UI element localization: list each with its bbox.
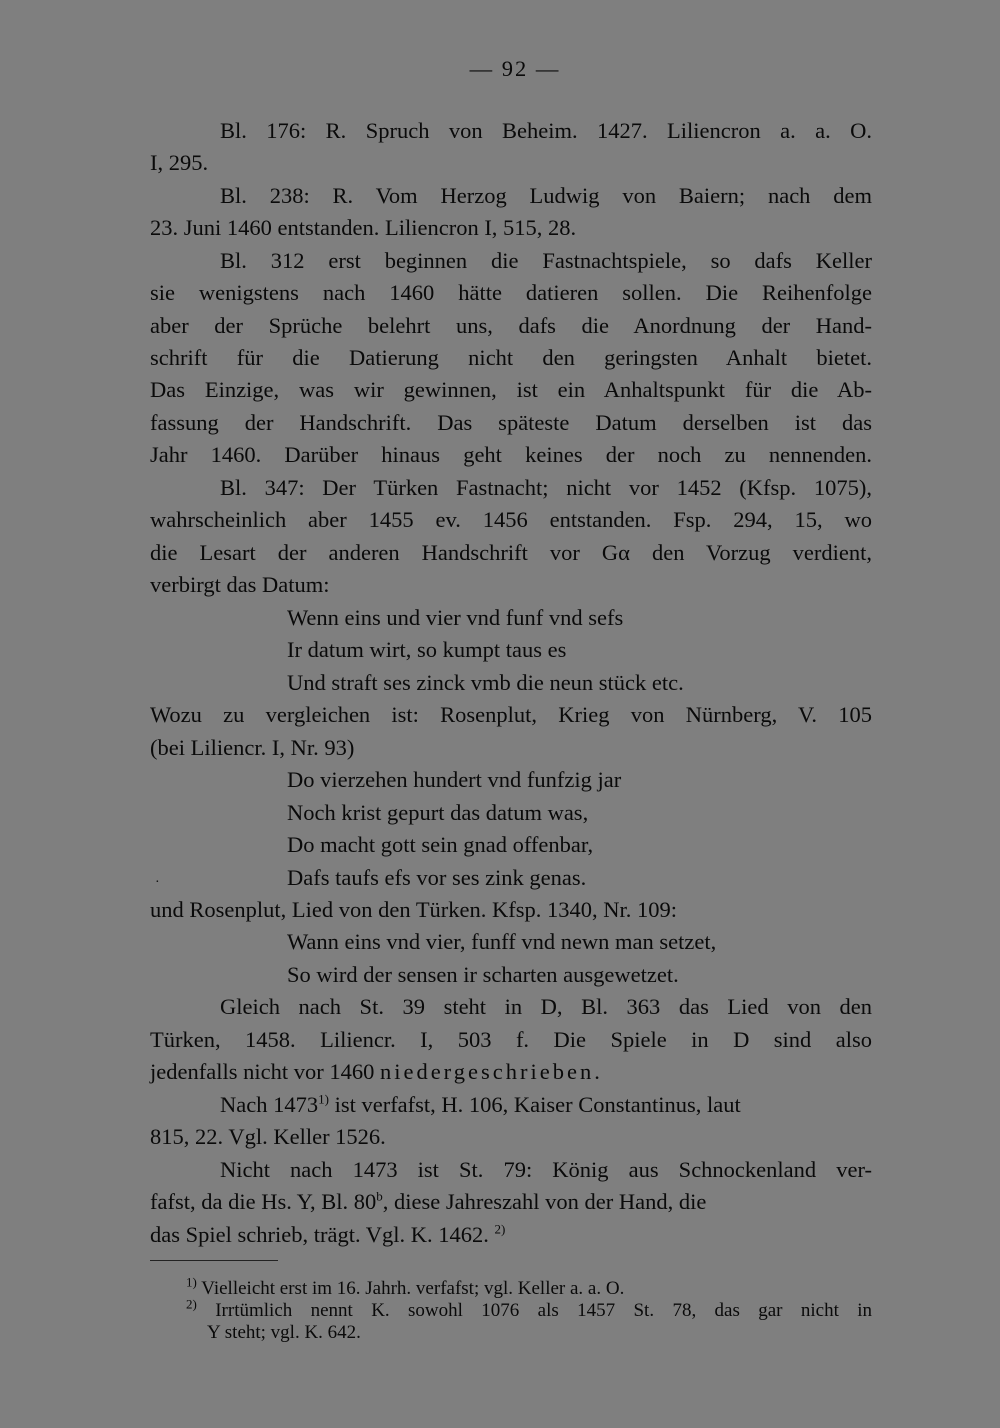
text-line [150, 1186, 872, 1218]
footnote-rule [150, 1260, 278, 1261]
text-line: 815, 22. Vgl. Keller 1526. [150, 1124, 386, 1149]
text-segment: Nach 1473 [220, 1092, 319, 1117]
text-line: Wozu zu vergleichen ist: Rosenplut, Krieg von Nürnberg, V. 105 [150, 702, 872, 727]
margin-mark: · [155, 875, 160, 890]
footnote-text: Irrtümlich nennt K. sowohl 1076 als 1457 St. 78, das gar nicht in [215, 1300, 873, 1321]
text-line: sie wenigstens nach 1460 hätte datieren sollen. Die Reihenfolge [150, 280, 872, 305]
verse-line: Dafs taufs efs vor ses zink genas. [287, 865, 587, 890]
text-line: Bl. 312 erst beginnen die Fastnachtspiele, so dafs Keller [220, 248, 872, 273]
text-line: und Rosenplut, Lied von den Türken. Kfsp. 1340, Nr. 109: [150, 897, 678, 922]
text-line [150, 1219, 872, 1251]
verse-line: Wenn eins und vier vnd funf vnd sefs [287, 605, 624, 630]
text-line: I, 295. [150, 150, 209, 175]
text-segment: , diese Jahreszahl von der Hand, die [382, 1189, 707, 1214]
text-line: Bl. 347: Der Türken Fastnacht; nicht vor 1452 (Kfsp. 1075), [220, 475, 872, 500]
page-number: — 92 — [469, 56, 561, 81]
text-line: Türken, 1458. Liliencr. I, 503 f. Die Spiele in D sind also [150, 1027, 872, 1052]
text-line: fassung der Handschrift. Das späteste Datum derselben ist das [150, 410, 872, 435]
footnote-1 [186, 1274, 625, 1300]
verse-line: Do macht gott sein gnad offenbar, [287, 832, 594, 857]
text-line: wahrscheinlich aber 1455 ev. 1456 entstanden. Fsp. 294, 15, wo [150, 507, 872, 532]
footnote-2 [186, 1296, 873, 1322]
verse-line: Und straft ses zinck vmb die neun stück etc. [287, 670, 684, 695]
verse-line: Do vierzehen hundert vnd funfzig jar [287, 767, 622, 792]
text-line [150, 1056, 872, 1088]
footnote-2-continued: Y steht; vgl. K. 642. [207, 1322, 361, 1343]
text-line: Bl. 238: R. Vom Herzog Ludwig von Baiern; nach dem [220, 183, 872, 208]
spaced-text: niedergeschrieben. [379, 1059, 603, 1084]
text-line: Jahr 1460. Darüber hinaus geht keines der noch zu nennenden. [150, 442, 872, 467]
verse-line: Noch krist gepurt das datum was, [287, 800, 589, 825]
verse-line: Ir datum wirt, so kumpt taus es [287, 637, 567, 662]
text-segment: fafst, da die Hs. Y, Bl. 80 [150, 1189, 377, 1214]
text-line: Gleich nach St. 39 steht in D, Bl. 363 das Lied von den [220, 994, 872, 1019]
footnote-mark: 2) [186, 1296, 197, 1312]
text-line: (bei Liliencr. I, Nr. 93) [150, 735, 355, 760]
footnote-text: Vielleicht erst im 16. Jahrh. verfafst; vgl. Keller a. a. O. [201, 1278, 625, 1299]
text-line: Bl. 176: R. Spruch von Beheim. 1427. Liliencron a. a. O. [220, 118, 872, 143]
text-line: die Lesart der anderen Handschrift vor Gα den Vorzug verdient, [150, 540, 872, 565]
text-segment: ist verfafst, H. 106, Kaiser Constantinus, laut [334, 1092, 741, 1117]
footnote-ref: 1) [318, 1091, 329, 1107]
text-segment: das Spiel schrieb, trägt. Vgl. K. 1462. [150, 1222, 489, 1247]
text-line: schrift für die Datierung nicht den geringsten Anhalt bietet. [150, 345, 872, 370]
text-line [220, 1089, 872, 1121]
text-line: Nicht nach 1473 ist St. 79: König aus Schnockenland ver- [220, 1157, 872, 1182]
verse-line: So wird der sensen ir scharten ausgewetzet. [287, 962, 679, 987]
superscript: b [376, 1188, 383, 1204]
text-line: aber der Sprüche belehrt uns, dafs die Anordnung der Hand- [150, 313, 872, 338]
text-line: verbirgt das Datum: [150, 572, 330, 597]
footnote-ref: 2) [494, 1221, 506, 1237]
text-segment: jedenfalls nicht vor 1460 [150, 1059, 375, 1084]
text-line: 23. Juni 1460 entstanden. Liliencron I, 515, 28. [150, 215, 577, 240]
verse-line: Wann eins vnd vier, funff vnd newn man setzet, [287, 929, 717, 954]
footnote-mark: 1) [186, 1274, 197, 1290]
text-line: Das Einzige, was wir gewinnen, ist ein Anhaltspunkt für die Ab- [150, 377, 872, 402]
